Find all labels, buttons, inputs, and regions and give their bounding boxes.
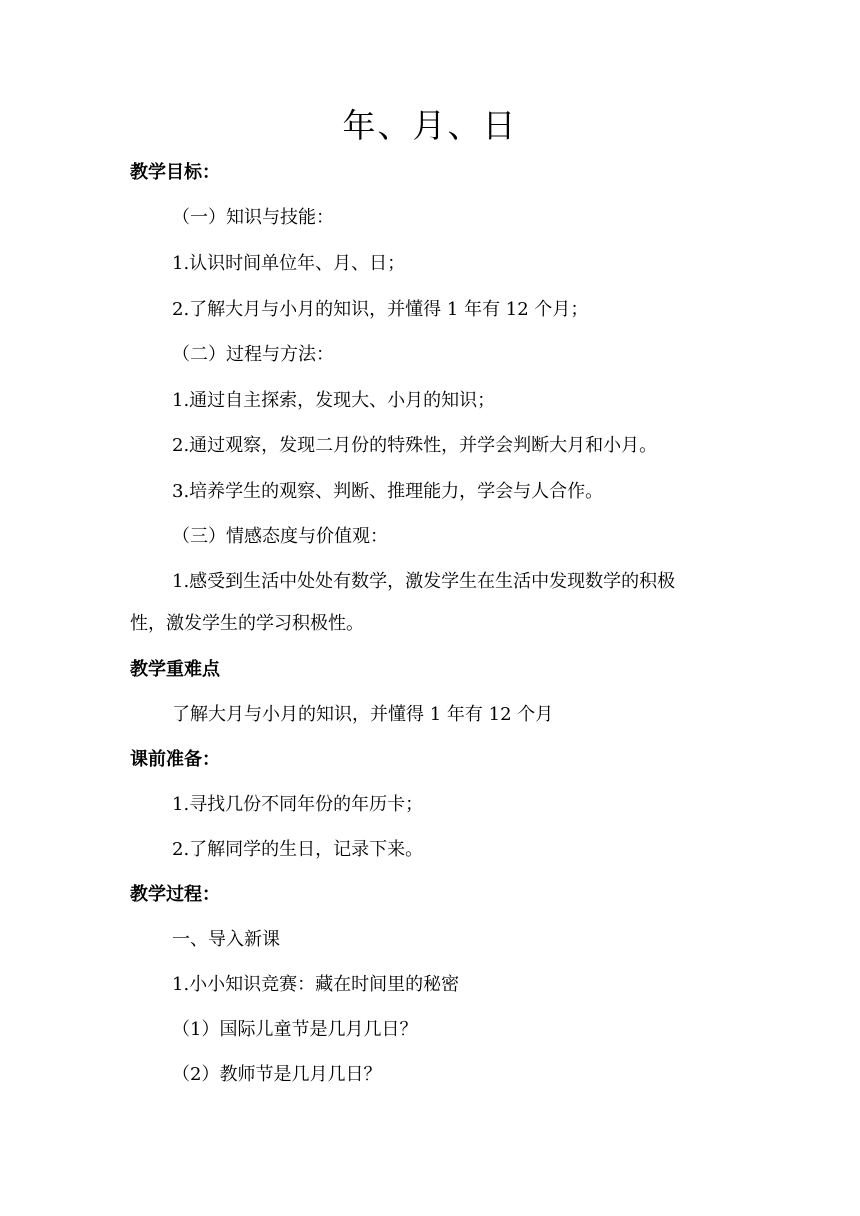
- paragraph-line: 2.了解同学的生日，记录下来。: [172, 839, 424, 860]
- paragraph-line: 1.通过自主探索，发现大、小月的知识；: [172, 390, 496, 411]
- paragraph-line: 3.培养学生的观察、判断、推理能力，学会与人合作。: [172, 481, 604, 502]
- paragraph-line: 1.感受到生活中处处有数学，激发学生在生活中发现数学的积极: [172, 571, 676, 592]
- paragraph-line: 2.了解大月与小月的知识，并懂得 1 年有 12 个月；: [172, 299, 589, 320]
- paragraph-line: 1.小小知识竞赛：藏在时间里的秘密: [172, 974, 460, 995]
- paragraph-line: 了解大月与小月的知识，并懂得 1 年有 12 个月: [172, 704, 554, 725]
- paragraph-line: 性，激发学生的学习积极性。: [130, 613, 364, 634]
- subheading-attitudes-values: （三）情感态度与价值观：: [172, 526, 388, 547]
- paragraph-line: 一、导入新课: [172, 929, 280, 950]
- section-heading-process: 教学过程：: [130, 884, 220, 905]
- subheading-knowledge-skills: （一）知识与技能：: [172, 207, 334, 228]
- paragraph-line: 1.寻找几份不同年份的年历卡；: [172, 794, 424, 815]
- paragraph-line: （1）国际儿童节是几月几日？: [172, 1019, 418, 1040]
- paragraph-line: 1.认识时间单位年、月、日；: [172, 253, 406, 274]
- document-title: 年、月、日: [342, 106, 518, 145]
- subheading-process-methods: （二）过程与方法：: [172, 344, 334, 365]
- paragraph-line: 2.通过观察，发现二月份的特殊性，并学会判断大月和小月。: [172, 435, 658, 456]
- section-heading-preparation: 课前准备：: [130, 749, 220, 770]
- section-heading-key-difficulties: 教学重难点: [130, 659, 220, 680]
- section-heading-objectives: 教学目标：: [130, 162, 220, 183]
- paragraph-line: （2）教师节是几月几日？: [172, 1064, 382, 1085]
